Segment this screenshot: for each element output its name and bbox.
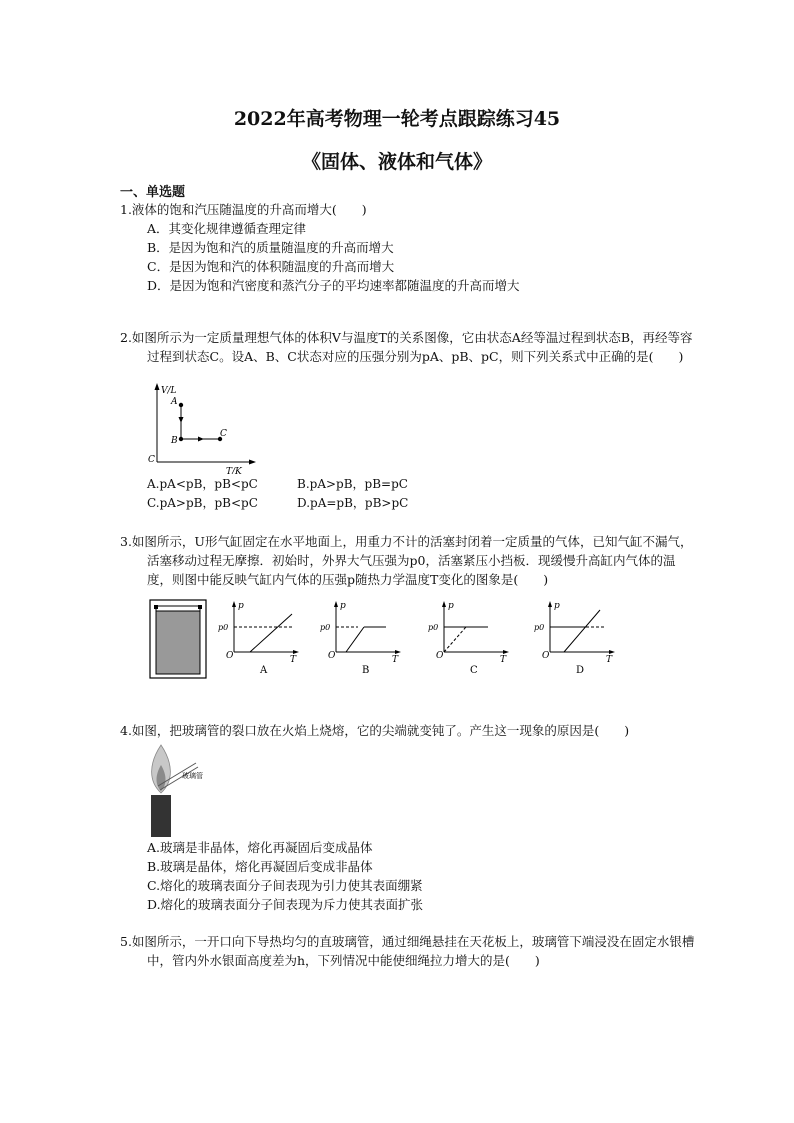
point-c-label: C: [220, 429, 227, 439]
svg-text:O: O: [542, 651, 550, 661]
svg-text:O: O: [436, 651, 444, 661]
question-4-stem: 4.如图，把玻璃管的裂口放在火焰上烧熔，它的尖端就变钝了。产生这一现象的原因是( ): [120, 723, 630, 738]
question-5: [120, 932, 700, 970]
graph-c: [428, 601, 509, 676]
lamp-icon: [151, 795, 171, 837]
svg-text:T: T: [290, 655, 297, 665]
question-2-origin-label: C: [148, 455, 155, 465]
question-1: [120, 200, 720, 295]
question-3-figures: [146, 598, 626, 682]
svg-text:T: T: [606, 655, 613, 665]
svg-text:T: T: [392, 655, 399, 665]
question-2-stem: 2.如图所示为一定质量理想气体的体积V与温度T的关系图像，它由状态A经等温过程到状态B，再经等容过程到状态C。设A、B、C状态对应的压强分别为pA、pB、pC，则下列关系式中正确的是( ): [120, 330, 693, 364]
question-4-options: [120, 838, 720, 914]
section-heading: 一、单选题: [120, 185, 186, 200]
page-title: 2022年高考物理一轮考点跟踪练习45: [233, 108, 561, 130]
point-b: [179, 437, 183, 441]
question-1-option-b: B．是因为饱和汽的质量随温度的升高而增大: [147, 240, 394, 255]
question-2-y-axis-label: V/L: [161, 386, 177, 396]
svg-text:p0: p0: [534, 623, 545, 632]
question-1-option-a: A．其变化规律遵循查理定律: [147, 221, 307, 236]
question-4-option-a: A.玻璃是非晶体，熔化再凝固后变成晶体: [147, 840, 373, 855]
point-b-label: B: [171, 436, 178, 446]
graph-a: [218, 601, 299, 676]
u-shaped-cylinder: [150, 600, 206, 678]
graph-b-label: B: [362, 665, 370, 676]
svg-text:p: p: [448, 601, 454, 611]
question-2-option-c: C.pA>pB，pB<pC: [147, 496, 258, 510]
graph-b: [320, 601, 401, 676]
question-4-flame-figure: [144, 743, 224, 839]
svg-text:p: p: [554, 601, 560, 611]
svg-text:p: p: [340, 601, 346, 611]
svg-text:O: O: [226, 651, 234, 661]
question-4-option-b: B.玻璃是晶体，熔化再凝固后变成非晶体: [147, 859, 373, 874]
svg-text:p0: p0: [320, 623, 331, 632]
svg-text:T: T: [500, 655, 507, 665]
page-subtitle: 《固体、液体和气体》: [301, 151, 492, 173]
question-5-stem: 5.如图所示，一开口向下导热均匀的直玻璃管，通过细绳悬挂在天花板上，玻璃管下端浸没在固定水银槽中，管内外水银面高度差为h，下列情况中能使细绳拉力增大的是( ): [120, 934, 695, 968]
svg-text:p: p: [238, 601, 244, 611]
question-1-option-d: D．是因为饱和汽密度和蒸汽分子的平均速率都随温度的升高而增大: [147, 278, 520, 293]
question-4-option-d: D.熔化的玻璃表面分子间表现为斥力使其表面扩张: [147, 897, 424, 912]
graph-c-label: C: [470, 665, 478, 676]
svg-text:p0: p0: [428, 623, 439, 632]
point-a: [179, 403, 183, 407]
question-2-option-b: B.pA>pB，pB=pC: [297, 477, 408, 491]
question-2-x-axis-label: T/K: [226, 467, 242, 474]
point-a-label: A: [171, 397, 178, 407]
question-1-stem: 1.液体的饱和汽压随温度的升高而增大( ): [120, 202, 367, 217]
graph-d-label: D: [576, 665, 585, 676]
svg-text:O: O: [328, 651, 336, 661]
question-4: [120, 721, 720, 740]
question-3-stem: 3.如图所示，U形气缸固定在水平地面上，用重力不计的活塞封闭着一定质量的气体，已知气缸不漏气，活塞移动过程无摩擦．初始时，外界大气压强为p0，活塞紧压小挡板．现缓慢升高缸内气体的温度，则图中能反映气缸内气体的压强p随热力学温度T变化的图象是( ): [120, 534, 693, 587]
glass-tube-label: 玻璃管: [182, 772, 203, 780]
question-1-option-c: C．是因为饱和汽的体积随温度的升高而增大: [147, 259, 395, 274]
question-2-vt-graph: [140, 382, 260, 474]
question-2-option-d: D.pA=pB，pB>pC: [297, 496, 409, 510]
question-2-options: [120, 475, 700, 513]
question-2: [120, 328, 700, 366]
graph-d: [534, 601, 615, 676]
question-4-option-c: C.熔化的玻璃表面分子间表现为引力使其表面绷紧: [147, 878, 423, 893]
question-3: [120, 532, 700, 589]
question-2-option-a: A.pA<pB，pB<pC: [147, 477, 258, 491]
svg-text:p0: p0: [218, 623, 229, 632]
graph-a-label: A: [260, 665, 268, 676]
